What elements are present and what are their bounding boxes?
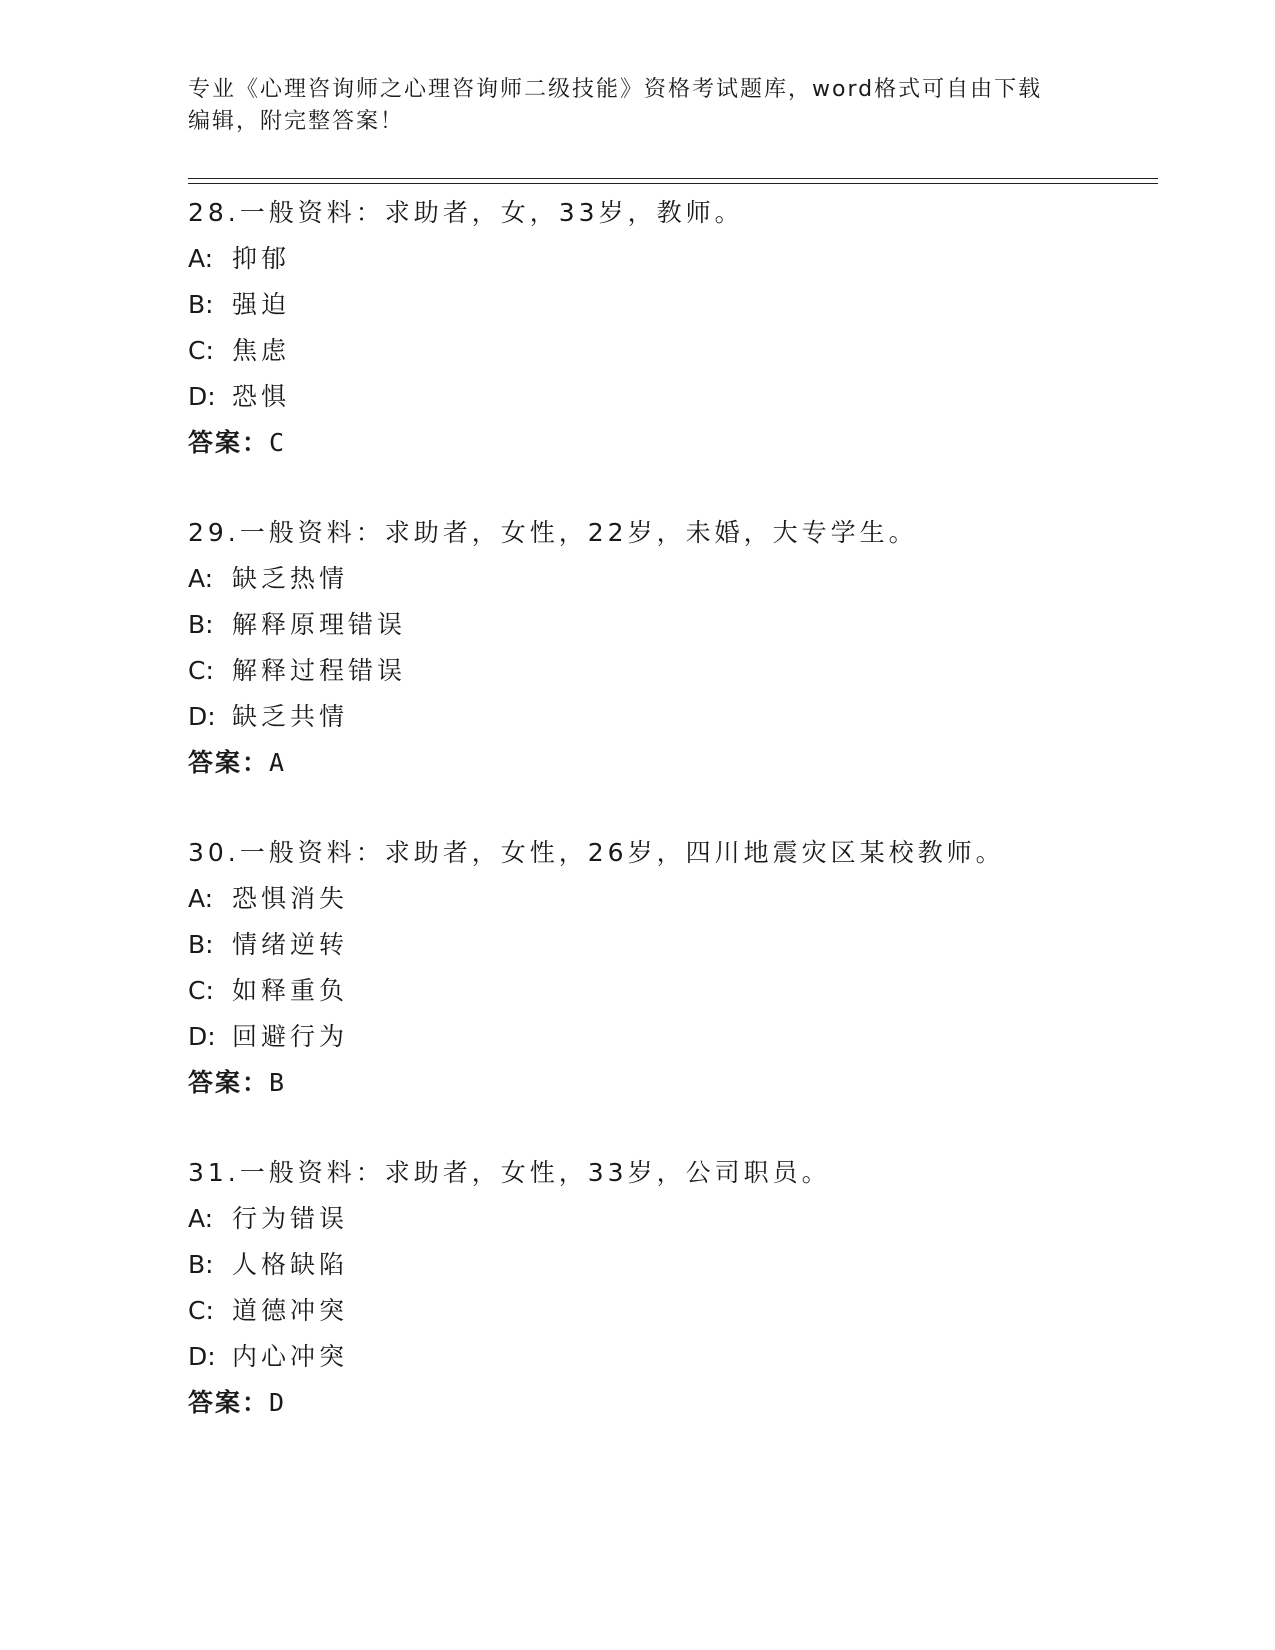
answer-label: 答案： xyxy=(188,748,270,777)
answer-value: C xyxy=(269,428,285,457)
option-letter: A: xyxy=(188,564,214,593)
answer-value: A xyxy=(269,748,285,777)
option-d xyxy=(188,1014,1148,1060)
option-text: 内心冲突 xyxy=(232,1342,349,1371)
header-line-2: 编辑，附完整答案！ xyxy=(188,109,405,134)
question-block xyxy=(188,830,1148,1106)
option-letter: A: xyxy=(188,1204,214,1233)
answer-label: 答案： xyxy=(188,1068,270,1097)
header-line-1: 专业《心理咨询师之心理咨询师二级技能》资格考试题库，word格式可自由下载 xyxy=(188,77,1043,102)
option-letter: C: xyxy=(188,336,214,365)
answer-line xyxy=(188,1380,1148,1426)
option-b xyxy=(188,1242,1148,1288)
option-letter: D: xyxy=(188,1342,216,1371)
answer-line xyxy=(188,1060,1148,1106)
option-text: 焦虑 xyxy=(232,336,291,365)
option-letter: B: xyxy=(188,930,214,959)
option-b xyxy=(188,282,1148,328)
question-block xyxy=(188,190,1148,466)
option-c xyxy=(188,328,1148,374)
option-d xyxy=(188,1334,1148,1380)
question-stem: 31.一般资料：求助者，女性，33岁，公司职员。 xyxy=(188,1158,831,1187)
question-stem: 30.一般资料：求助者，女性，26岁，四川地震灾区某校教师。 xyxy=(188,838,1005,867)
option-a xyxy=(188,236,1148,282)
option-letter: C: xyxy=(188,1296,214,1325)
option-text: 强迫 xyxy=(232,290,291,319)
option-text: 缺乏热情 xyxy=(232,564,349,593)
option-letter: D: xyxy=(188,1022,216,1051)
option-text: 行为错误 xyxy=(232,1204,349,1233)
option-letter: B: xyxy=(188,1250,214,1279)
option-letter: A: xyxy=(188,884,214,913)
answer-value: B xyxy=(269,1068,285,1097)
answer-label: 答案： xyxy=(188,428,270,457)
question-stem: 28.一般资料：求助者，女，33岁，教师。 xyxy=(188,198,744,227)
option-letter: A: xyxy=(188,244,214,273)
option-letter: C: xyxy=(188,656,214,685)
question-block xyxy=(188,1150,1148,1426)
option-a xyxy=(188,556,1148,602)
option-text: 解释过程错误 xyxy=(232,656,407,685)
option-d xyxy=(188,374,1148,420)
option-a xyxy=(188,1196,1148,1242)
document-header xyxy=(188,74,1088,138)
option-text: 道德冲突 xyxy=(232,1296,349,1325)
option-b xyxy=(188,602,1148,648)
question-block xyxy=(188,510,1148,786)
answer-line xyxy=(188,420,1148,466)
header-divider-bottom xyxy=(188,183,1158,184)
option-text: 情绪逆转 xyxy=(232,930,349,959)
option-text: 恐惧 xyxy=(232,382,291,411)
question-stem: 29.一般资料：求助者，女性，22岁，未婚，大专学生。 xyxy=(188,518,918,547)
option-c xyxy=(188,648,1148,694)
option-text: 如释重负 xyxy=(232,976,349,1005)
option-d xyxy=(188,694,1148,740)
option-c xyxy=(188,1288,1148,1334)
header-divider-top xyxy=(188,178,1158,179)
option-letter: D: xyxy=(188,382,216,411)
answer-label: 答案： xyxy=(188,1388,270,1417)
answer-value: D xyxy=(269,1388,285,1417)
option-letter: B: xyxy=(188,290,214,319)
option-a xyxy=(188,876,1148,922)
answer-line xyxy=(188,740,1148,786)
option-letter: D: xyxy=(188,702,216,731)
option-c xyxy=(188,968,1148,1014)
option-b xyxy=(188,922,1148,968)
option-text: 恐惧消失 xyxy=(232,884,349,913)
option-text: 人格缺陷 xyxy=(232,1250,349,1279)
option-text: 回避行为 xyxy=(232,1022,349,1051)
option-text: 抑郁 xyxy=(232,244,291,273)
option-text: 解释原理错误 xyxy=(232,610,407,639)
option-text: 缺乏共情 xyxy=(232,702,349,731)
option-letter: B: xyxy=(188,610,214,639)
option-letter: C: xyxy=(188,976,214,1005)
